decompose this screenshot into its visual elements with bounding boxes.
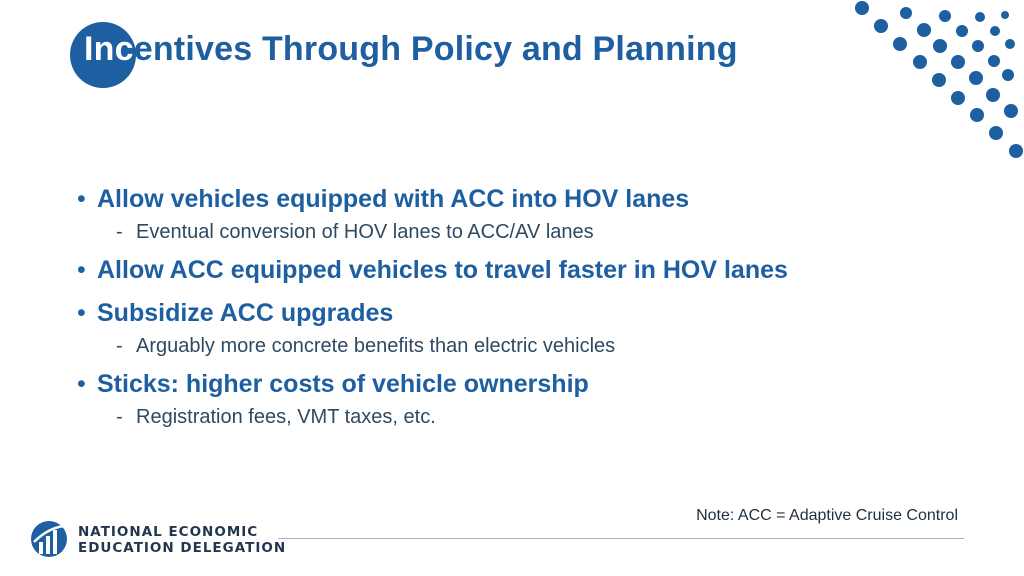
- sub-bullet-item: - Registration fees, VMT taxes, etc.: [76, 402, 976, 432]
- bullet-item: • Subsidize ACC upgrades: [76, 296, 976, 330]
- dot: [1001, 11, 1009, 19]
- dot: [855, 1, 869, 15]
- dot: [913, 55, 927, 69]
- dot: [932, 73, 946, 87]
- dot: [1005, 39, 1015, 49]
- sub-bullet-item: - Eventual conversion of HOV lanes to ACC/AV lanes: [76, 217, 976, 247]
- dot: [990, 26, 1000, 36]
- bullet-item: • Allow ACC equipped vehicles to travel faster in HOV lanes: [76, 253, 976, 287]
- dot: [988, 55, 1000, 67]
- dot: [933, 39, 947, 53]
- dot: [970, 108, 984, 122]
- dot: [1004, 104, 1018, 118]
- dot: [956, 25, 968, 37]
- sub-bullet-item: - Arguably more concrete benefits than electric vehicles: [76, 331, 976, 361]
- organization-logo: [28, 518, 287, 562]
- logo-line-1: NATIONAL ECONOMIC: [78, 524, 259, 540]
- dot: [900, 7, 912, 19]
- slide-title: [84, 30, 738, 69]
- dot: [951, 91, 965, 105]
- bullet-item: • Allow vehicles equipped with ACC into HOV lanes: [76, 182, 976, 216]
- logo-wordmark: [78, 524, 286, 556]
- footer-divider: [278, 538, 964, 539]
- dot: [1002, 69, 1014, 81]
- dot: [969, 71, 983, 85]
- footnote: Note: ACC = Adaptive Cruise Control: [696, 507, 958, 524]
- bullet-list: [76, 182, 976, 438]
- dot: [989, 126, 1003, 140]
- dot: [975, 12, 985, 22]
- logo-globe-icon: [28, 518, 70, 560]
- dot: [986, 88, 1000, 102]
- dot: [1009, 144, 1023, 158]
- dot: [893, 37, 907, 51]
- logo-line-2: EDUCATION DELEGATION: [78, 540, 287, 556]
- title-rest: entives Through Policy and Planning: [133, 30, 738, 68]
- dot: [917, 23, 931, 37]
- dot: [939, 10, 951, 22]
- bullet-item: • Sticks: higher costs of vehicle ownership: [76, 367, 976, 401]
- dot: [874, 19, 888, 33]
- dot: [972, 40, 984, 52]
- decorative-dots: [840, 0, 1024, 170]
- title-lead: Inc: [84, 30, 134, 68]
- dot: [951, 55, 965, 69]
